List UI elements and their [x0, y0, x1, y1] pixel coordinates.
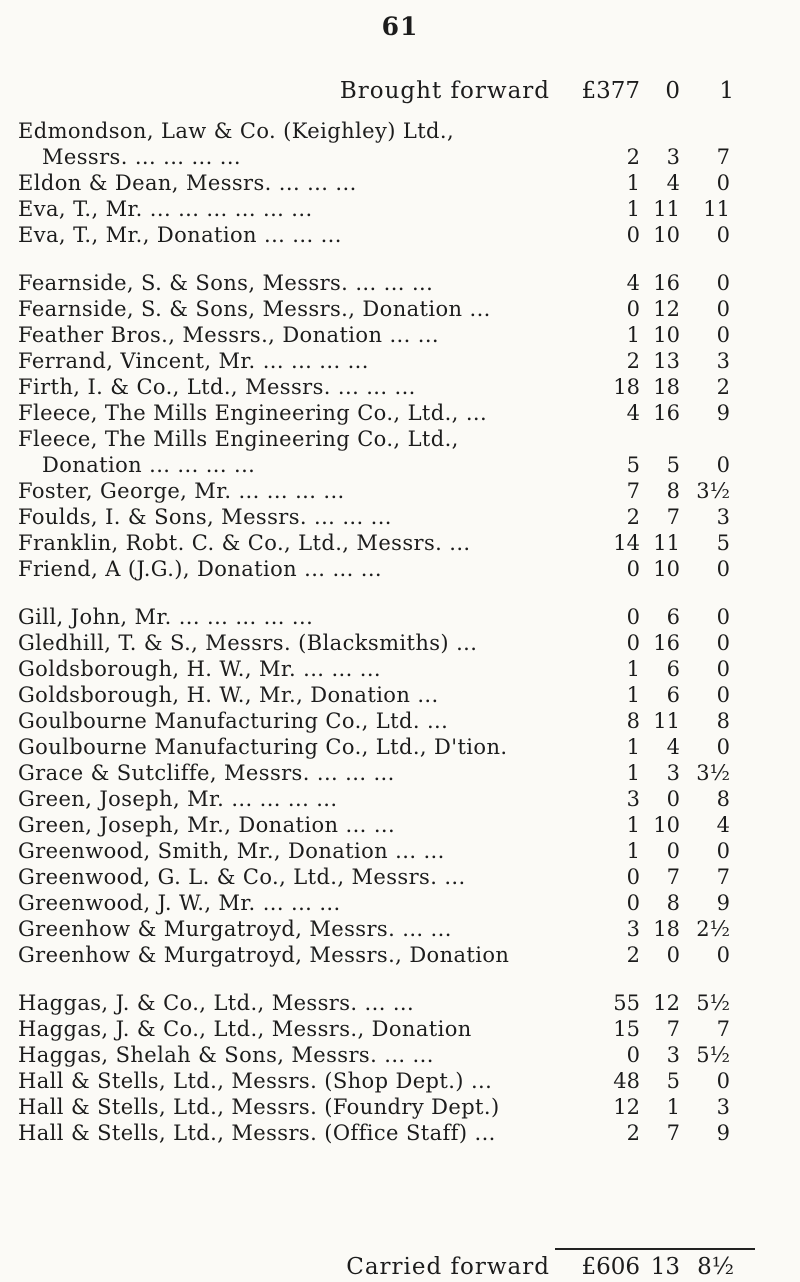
ledger-row [0, 942, 800, 968]
subscriber-name: Haggas, Shelah & Sons, Messrs. ... ... [18, 1043, 434, 1067]
amount-pounds: 18 [613, 375, 640, 399]
amount-pounds: 12 [613, 1095, 640, 1119]
amount-pence: 5½ [696, 991, 730, 1015]
subscriber-name: Fleece, The Mills Engineering Co., Ltd., ... [18, 401, 488, 425]
amount-pence: 0 [716, 453, 730, 477]
amount-pounds: 1 [626, 839, 640, 863]
subscriber-name: Haggas, J. & Co., Ltd., Messrs. ... ... [18, 991, 415, 1015]
ledger-row [0, 760, 800, 786]
ledger-row [0, 864, 800, 890]
subscriber-name: Ferrand, Vincent, Mr. ... ... ... ... [18, 349, 369, 373]
amount-shillings: 4 [666, 171, 680, 195]
ledger-row [0, 504, 800, 530]
amount-shillings: 6 [666, 605, 680, 629]
amount-pounds: 0 [626, 605, 640, 629]
amount-shillings: 11 [653, 709, 680, 733]
subscriber-name: Grace & Sutcliffe, Messrs. ... ... ... [18, 761, 395, 785]
amount-pence: 0 [716, 735, 730, 759]
subscriber-name: Feather Bros., Messrs., Donation ... ... [18, 323, 439, 347]
ledger-row [0, 1042, 800, 1068]
ledger-row [0, 708, 800, 734]
amount-pence: 3½ [696, 761, 730, 785]
amount-pence: 11 [703, 197, 730, 221]
amount-pounds: 0 [626, 631, 640, 655]
amount-shillings: 1 [666, 1095, 680, 1119]
ledger-row [0, 452, 800, 478]
subscriber-name: Gill, John, Mr. ... ... ... ... ... [18, 605, 314, 629]
amount-pounds: 0 [626, 1043, 640, 1067]
subscriber-name: Goulbourne Manufacturing Co., Ltd. ... [18, 709, 449, 733]
amount-pence: 2½ [696, 917, 730, 941]
amount-shillings: 7 [666, 865, 680, 889]
carried-forward-label: Carried forward [346, 1254, 550, 1280]
page-number: 61 [381, 12, 419, 41]
amount-shillings: 16 [653, 401, 680, 425]
amount-shillings: 10 [653, 813, 680, 837]
amount-pence: 3 [716, 1095, 730, 1119]
subscriber-name: Eva, T., Mr., Donation ... ... ... [18, 223, 342, 247]
subscriber-name: Goldsborough, H. W., Mr. ... ... ... [18, 657, 381, 681]
amount-shillings: 5 [666, 1069, 680, 1093]
subscriber-name: Fearnside, S. & Sons, Messrs., Donation ... [18, 297, 491, 321]
amount-pence: 3 [716, 505, 730, 529]
amount-shillings: 13 [653, 349, 680, 373]
amount-shillings: 16 [653, 631, 680, 655]
amount-pounds: 14 [613, 531, 640, 555]
amount-pounds: 1 [626, 683, 640, 707]
amount-pounds: 1 [626, 171, 640, 195]
ledger-section [0, 990, 800, 1146]
amount-pounds: 0 [626, 557, 640, 581]
brought-forward-label: Brought forward [339, 78, 550, 104]
amount-pence: 0 [716, 1069, 730, 1093]
amount-pounds: 2 [626, 349, 640, 373]
ledger-row [0, 196, 800, 222]
ledger-row [0, 734, 800, 760]
subscriber-name: Green, Joseph, Mr., Donation ... ... [18, 813, 396, 837]
amount-shillings: 11 [653, 197, 680, 221]
amount-pounds: 48 [613, 1069, 640, 1093]
amount-pence: 0 [716, 631, 730, 655]
ledger-row [0, 118, 800, 144]
ledger-row [0, 478, 800, 504]
amount-pence: 0 [716, 323, 730, 347]
amount-pounds: 0 [626, 865, 640, 889]
brought-forward-row [0, 78, 800, 112]
amount-shillings: 18 [653, 917, 680, 941]
amount-pounds: 3 [626, 917, 640, 941]
subscriber-name: Messrs. ... ... ... ... [42, 145, 241, 169]
ledger-row [0, 1068, 800, 1094]
amount-pence: 0 [716, 683, 730, 707]
subscriber-name: Friend, A (J.G.), Donation ... ... ... [18, 557, 382, 581]
subscriber-name: Firth, I. & Co., Ltd., Messrs. ... ... ... [18, 375, 416, 399]
amount-pence: 3½ [696, 479, 730, 503]
amount-pence: 9 [716, 891, 730, 915]
subscription-ledger [0, 118, 800, 1168]
brought-forward-pence: 1 [719, 78, 734, 104]
amount-pounds: 2 [626, 145, 640, 169]
amount-shillings: 11 [653, 531, 680, 555]
amount-shillings: 10 [653, 323, 680, 347]
amount-pence: 0 [716, 657, 730, 681]
subscriber-name: Donation ... ... ... ... [42, 453, 256, 477]
amount-shillings: 10 [653, 223, 680, 247]
amount-shillings: 8 [666, 891, 680, 915]
amount-pounds: 1 [626, 735, 640, 759]
amount-shillings: 3 [666, 1043, 680, 1067]
ledger-section [0, 118, 800, 248]
amount-pence: 0 [716, 557, 730, 581]
amount-shillings: 3 [666, 761, 680, 785]
ledger-row [0, 682, 800, 708]
subscriber-name: Foulds, I. & Sons, Messrs. ... ... ... [18, 505, 392, 529]
amount-pence: 0 [716, 605, 730, 629]
subscriber-name: Hall & Stells, Ltd., Messrs. (Shop Dept.) ... [18, 1069, 493, 1093]
ledger-row [0, 322, 800, 348]
subscriber-name: Hall & Stells, Ltd., Messrs. (Foundry Dept.) [18, 1095, 500, 1119]
subscriber-name: Fearnside, S. & Sons, Messrs. ... ... ... [18, 271, 434, 295]
carried-forward-shillings: 13 [650, 1254, 680, 1280]
amount-pounds: 3 [626, 787, 640, 811]
subscriber-name: Haggas, J. & Co., Ltd., Messrs., Donation [18, 1017, 472, 1041]
amount-shillings: 5 [666, 453, 680, 477]
amount-pounds: 0 [626, 297, 640, 321]
ledger-row [0, 812, 800, 838]
amount-pounds: 1 [626, 761, 640, 785]
amount-pence: 0 [716, 943, 730, 967]
ledger-row [0, 556, 800, 582]
amount-pence: 2 [716, 375, 730, 399]
ledger-row [0, 1016, 800, 1042]
amount-pence: 5½ [696, 1043, 730, 1067]
amount-pounds: 7 [626, 479, 640, 503]
amount-shillings: 3 [666, 145, 680, 169]
amount-pounds: 1 [626, 323, 640, 347]
ledger-row [0, 374, 800, 400]
amount-pence: 3 [716, 349, 730, 373]
amount-shillings: 16 [653, 271, 680, 295]
amount-pence: 7 [716, 865, 730, 889]
amount-pounds: 15 [613, 1017, 640, 1041]
subscriber-name: Goldsborough, H. W., Mr., Donation ... [18, 683, 439, 707]
amount-pounds: 1 [626, 657, 640, 681]
amount-shillings: 0 [666, 943, 680, 967]
ledger-row [0, 990, 800, 1016]
total-rule [555, 1248, 755, 1250]
subscriber-name: Green, Joseph, Mr. ... ... ... ... [18, 787, 338, 811]
ledger-row [0, 530, 800, 556]
subscriber-name: Greenhow & Murgatroyd, Messrs., Donation [18, 943, 510, 967]
amount-pence: 8 [716, 787, 730, 811]
ledger-row [0, 656, 800, 682]
amount-pounds: 4 [626, 271, 640, 295]
ledger-row [0, 270, 800, 296]
amount-pounds: 55 [613, 991, 640, 1015]
amount-pence: 0 [716, 271, 730, 295]
ledger-row [0, 630, 800, 656]
amount-shillings: 6 [666, 657, 680, 681]
amount-pence: 4 [716, 813, 730, 837]
amount-pounds: 2 [626, 943, 640, 967]
ledger-row [0, 144, 800, 170]
amount-pounds: 4 [626, 401, 640, 425]
amount-pounds: 1 [626, 813, 640, 837]
amount-pence: 0 [716, 297, 730, 321]
subscriber-name: Greenwood, Smith, Mr., Donation ... ... [18, 839, 445, 863]
ledger-row [0, 604, 800, 630]
amount-pence: 0 [716, 171, 730, 195]
amount-pounds: 0 [626, 223, 640, 247]
ledger-row [0, 348, 800, 374]
ledger-section [0, 270, 800, 582]
ledger-row [0, 296, 800, 322]
amount-shillings: 7 [666, 505, 680, 529]
amount-shillings: 6 [666, 683, 680, 707]
amount-pounds: 2 [626, 505, 640, 529]
amount-shillings: 7 [666, 1121, 680, 1145]
amount-pence: 9 [716, 401, 730, 425]
subscriber-name: Hall & Stells, Ltd., Messrs. (Office Staff) ... [18, 1121, 496, 1145]
amount-shillings: 10 [653, 557, 680, 581]
ledger-row [0, 222, 800, 248]
ledger-row [0, 890, 800, 916]
amount-pounds: 8 [626, 709, 640, 733]
subscriber-name: Foster, George, Mr. ... ... ... ... [18, 479, 345, 503]
brought-forward-pounds: £377 [581, 78, 640, 104]
amount-pounds: 2 [626, 1121, 640, 1145]
amount-shillings: 4 [666, 735, 680, 759]
amount-pence: 0 [716, 223, 730, 247]
amount-pence: 9 [716, 1121, 730, 1145]
subscriber-name: Greenwood, G. L. & Co., Ltd., Messrs. ... [18, 865, 466, 889]
ledger-row [0, 170, 800, 196]
ledger-row [0, 1120, 800, 1146]
carried-forward-row [0, 1254, 800, 1282]
amount-shillings: 0 [666, 839, 680, 863]
ledger-row [0, 916, 800, 942]
amount-pence: 8 [716, 709, 730, 733]
ledger-row [0, 786, 800, 812]
amount-pence: 5 [716, 531, 730, 555]
amount-pence: 7 [716, 145, 730, 169]
subscriber-name: Eldon & Dean, Messrs. ... ... ... [18, 171, 357, 195]
amount-pounds: 1 [626, 197, 640, 221]
amount-shillings: 12 [653, 991, 680, 1015]
amount-shillings: 12 [653, 297, 680, 321]
subscriber-name: Fleece, The Mills Engineering Co., Ltd., [18, 427, 459, 451]
subscriber-name: Eva, T., Mr. ... ... ... ... ... ... [18, 197, 313, 221]
subscriber-name: Gledhill, T. & S., Messrs. (Blacksmiths) ... [18, 631, 478, 655]
amount-pounds: 0 [626, 891, 640, 915]
ledger-section [0, 604, 800, 968]
subscriber-name: Greenhow & Murgatroyd, Messrs. ... ... [18, 917, 452, 941]
subscriber-name: Goulbourne Manufacturing Co., Ltd., D'tion. [18, 735, 508, 759]
amount-shillings: 8 [666, 479, 680, 503]
amount-shillings: 18 [653, 375, 680, 399]
amount-shillings: 7 [666, 1017, 680, 1041]
amount-pence: 7 [716, 1017, 730, 1041]
ledger-row [0, 1094, 800, 1120]
ledger-row [0, 426, 800, 452]
brought-forward-shillings: 0 [665, 78, 680, 104]
ledger-row [0, 400, 800, 426]
amount-pence: 0 [716, 839, 730, 863]
amount-pounds: 5 [626, 453, 640, 477]
carried-forward-pounds: £606 [581, 1254, 640, 1280]
subscriber-name: Edmondson, Law & Co. (Keighley) Ltd., [18, 119, 455, 143]
carried-forward-pence: 8½ [697, 1254, 734, 1280]
amount-shillings: 0 [666, 787, 680, 811]
subscriber-name: Greenwood, J. W., Mr. ... ... ... [18, 891, 341, 915]
subscriber-name: Franklin, Robt. C. & Co., Ltd., Messrs. ... [18, 531, 471, 555]
ledger-row [0, 838, 800, 864]
